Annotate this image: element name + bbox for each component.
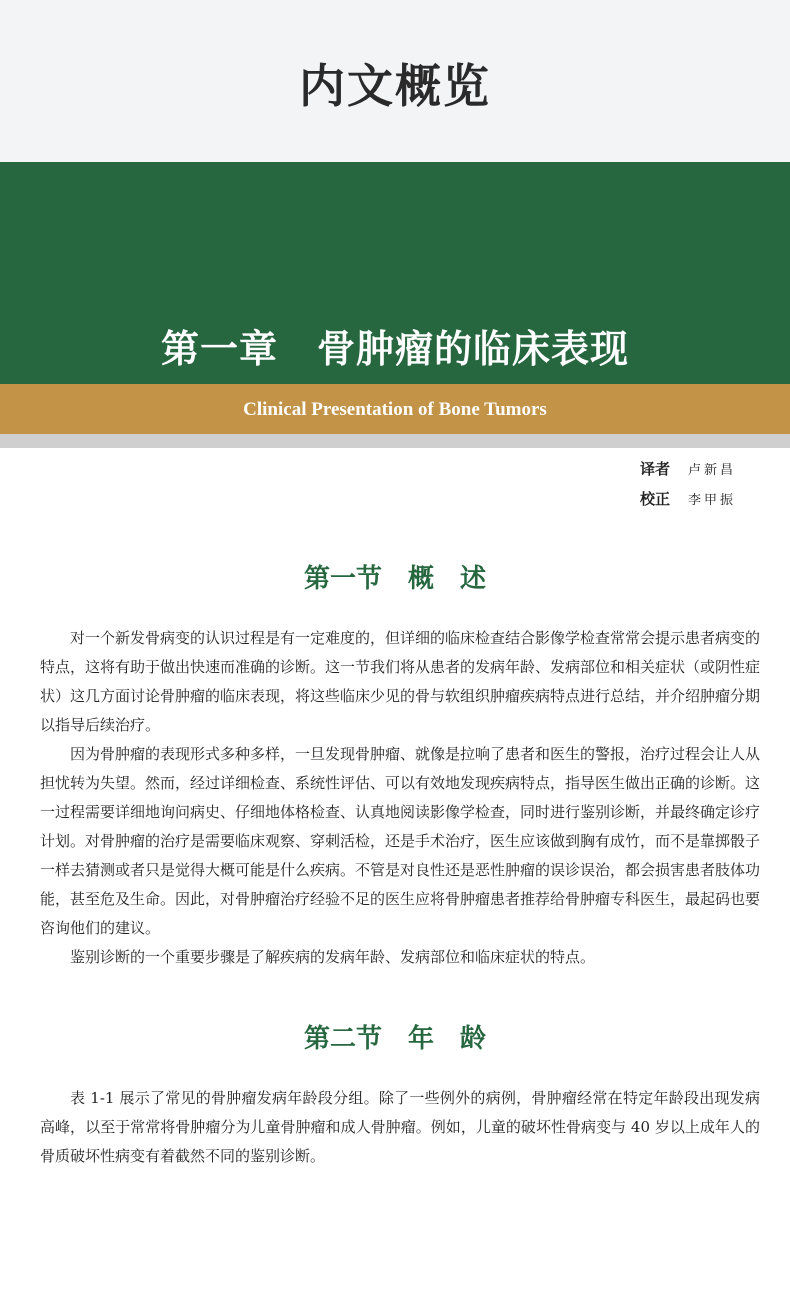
translator-credit [640, 456, 780, 480]
section-title-overview: 第一节 概 述 [303, 564, 486, 594]
chapter-subtitle: Clinical Presentation of Bone Tumors [243, 399, 547, 420]
proofreader-credit [640, 486, 780, 510]
paragraph: 因为骨肿瘤的表现形式多种多样，一旦发现骨肿瘤、就像是拉响了患者和医生的警报，治疗过程会让人从担忧转为失望。然而，经过详细检查、系统性评估、可以有效地发现疾病特点，指导医生做出正确的诊断。这一过程需要详细地询问病史、仔细地体格检查、认真地阅读影像学检查，同时进行鉴别诊断，并最终确定诊疗计划。对骨肿瘤的治疗是需要临床观察、穿刺活检，还是手术治疗，医生应该做到胸有成竹，而不是靠掷骰子一样去猜测或者只是觉得大概可能是什么疾病。不管是对良性还是恶性肿瘤的误诊误治，都会损害患者肢体功能，甚至危及生命。因此，对骨肿瘤治疗经验不足的医生应将骨肿瘤患者推荐给骨肿瘤专科医生，最起码也要咨询他们的建议。 [40, 745, 761, 937]
divider-band [0, 434, 790, 448]
chapter-title: 第一章 骨肿瘤的临床表现 [160, 327, 629, 371]
proofreader-name: 李甲振 [688, 492, 737, 508]
translator-label: 译者 [640, 459, 671, 478]
translator-name: 卢新昌 [688, 462, 737, 478]
paragraph: 对一个新发骨病变的认识过程是有一定难度的，但详细的临床检查结合影像学检查常常会提示患者病变的特点，这将有助于做出快速而准确的诊断。这一节我们将从患者的发病年龄、发病部位和相关症状（或阴性症状）这几方面讨论骨肿瘤的临床表现，将这些临床少见的骨与软组织肿瘤疾病特点进行总结，并介绍肿瘤分期以指导后续治疗。 [40, 629, 761, 734]
paragraph: 表 1-1 展示了常见的骨肿瘤发病年龄段分组。除了一些例外的病例，骨肿瘤经常在特定年龄段出现发病高峰，以至于常常将骨肿瘤分为儿童骨肿瘤和成人骨肿瘤。例如，儿童的破坏性骨病变与 40 岁以上成年人的骨质破坏性病变有着截然不同的鉴别诊断。 [40, 1089, 760, 1165]
paragraph: 鉴别诊断的一个重要步骤是了解疾病的发病年龄、发病部位和临床症状的特点。 [70, 948, 596, 966]
section-title-age: 第二节 年 龄 [303, 1024, 486, 1054]
proofreader-label: 校正 [640, 489, 671, 508]
page-heading: 内文概览 [299, 59, 491, 113]
